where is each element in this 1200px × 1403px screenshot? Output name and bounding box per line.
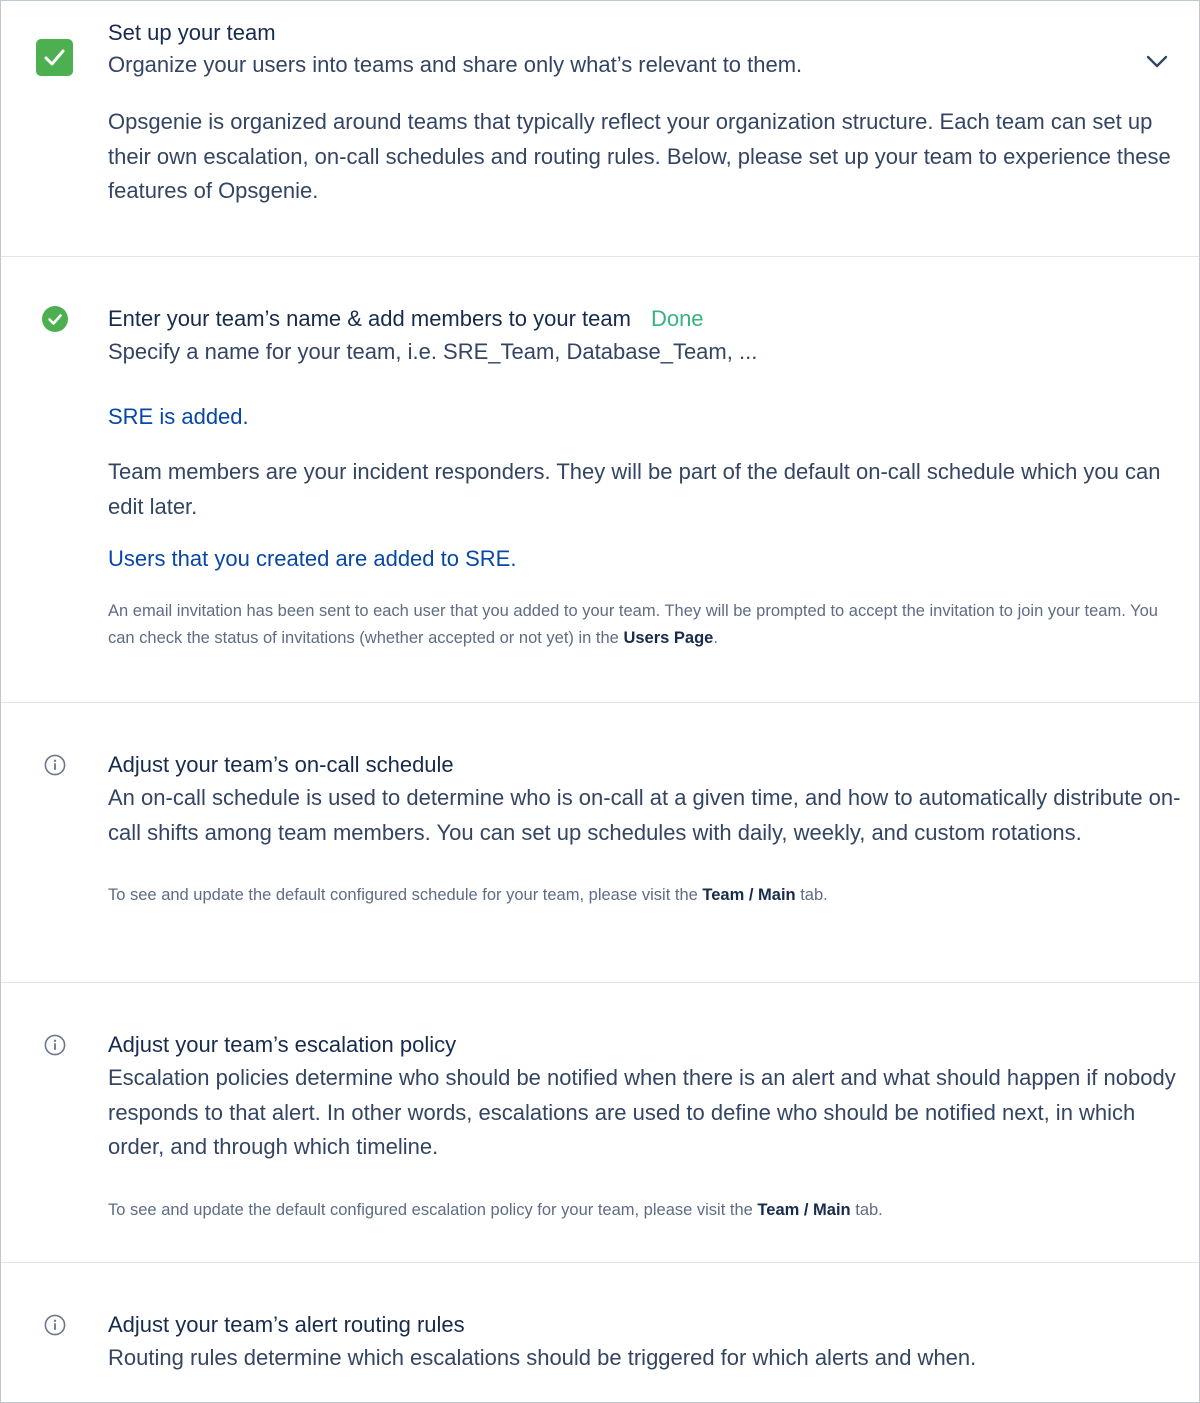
schedule-description: An on-call schedule is used to determine who is on-call at a given time, and how to automatically distribute on-call shifts among team members. You can set up schedules with daily, weekly, and custom rotations.: [108, 785, 1181, 845]
members-text: Team members are your incident responders. They will be part of the default on-call schedule which you can edit later.: [108, 459, 1161, 519]
intro-title: Set up your team: [108, 20, 276, 45]
info-icon: [44, 1034, 66, 1056]
users-added-message: Users that you created are added to SRE.: [108, 546, 517, 571]
info-icon: [44, 1314, 66, 1336]
escalation-note: [108, 1197, 1183, 1224]
escalation-description: Escalation policies determine who should be notified when there is an alert and what should happen if nobody responds to that alert. In other words, escalations are used to define who should be notified next, in which order, and through which timeline.: [108, 1065, 1176, 1159]
schedule-note: [108, 882, 1183, 909]
team-main-tab-link[interactable]: Team / Main: [757, 1200, 851, 1219]
step-name-title: Enter your team’s name & add members to your team: [108, 306, 631, 331]
step-name-description: Specify a name for your team, i.e. SRE_Team, Database_Team, ...: [108, 339, 758, 364]
routing-title: Adjust your team’s alert routing rules: [108, 1312, 465, 1337]
invite-note-suffix: .: [713, 629, 718, 647]
step-routing-rules: [1, 1263, 1199, 1402]
invite-note-text: An email invitation has been sent to each user that you added to your team. They will be prompted to accept the invitation to join your team. You can check the status of invitations (whether accepted or not yet) in the: [108, 602, 1158, 647]
step-team-name: [1, 257, 1199, 703]
intro-subtitle: Organize your users into teams and share only what’s relevant to them.: [108, 52, 803, 77]
escalation-title: Adjust your team’s escalation policy: [108, 1032, 457, 1057]
team-main-tab-link[interactable]: Team / Main: [702, 886, 796, 904]
step-on-call-schedule: [1, 703, 1199, 983]
intro-section: [1, 1, 1199, 257]
chevron-down-icon[interactable]: [1146, 55, 1168, 69]
status-badge: Done: [650, 306, 704, 331]
info-icon: [44, 754, 66, 776]
schedule-note-suffix: tab.: [800, 886, 828, 904]
invite-note: [108, 598, 1183, 652]
schedule-title: Adjust your team’s on-call schedule: [108, 752, 454, 777]
check-square-icon: [36, 39, 73, 76]
schedule-note-text: To see and update the default configured schedule for your team, please visit the: [108, 886, 698, 904]
routing-description: Routing rules determine which escalations should be triggered for which alerts and when.: [108, 1345, 977, 1370]
team-added-message: SRE is added.: [108, 404, 249, 429]
step-name-title-row: [108, 305, 1183, 333]
escalation-note-suffix: tab.: [855, 1200, 883, 1219]
escalation-note-text: To see and update the default configured escalation policy for your team, please visit the: [108, 1200, 753, 1219]
intro-description: Opsgenie is organized around teams that typically reflect your organization structure. Each team can set up their own escalation, on-call schedules and routing rules. Below, please set up your team to experience these features of Opsgenie.: [108, 109, 1171, 203]
check-circle-icon: [42, 306, 68, 332]
step-escalation-policy: [1, 983, 1199, 1263]
users-page-link[interactable]: Users Page: [623, 629, 714, 647]
